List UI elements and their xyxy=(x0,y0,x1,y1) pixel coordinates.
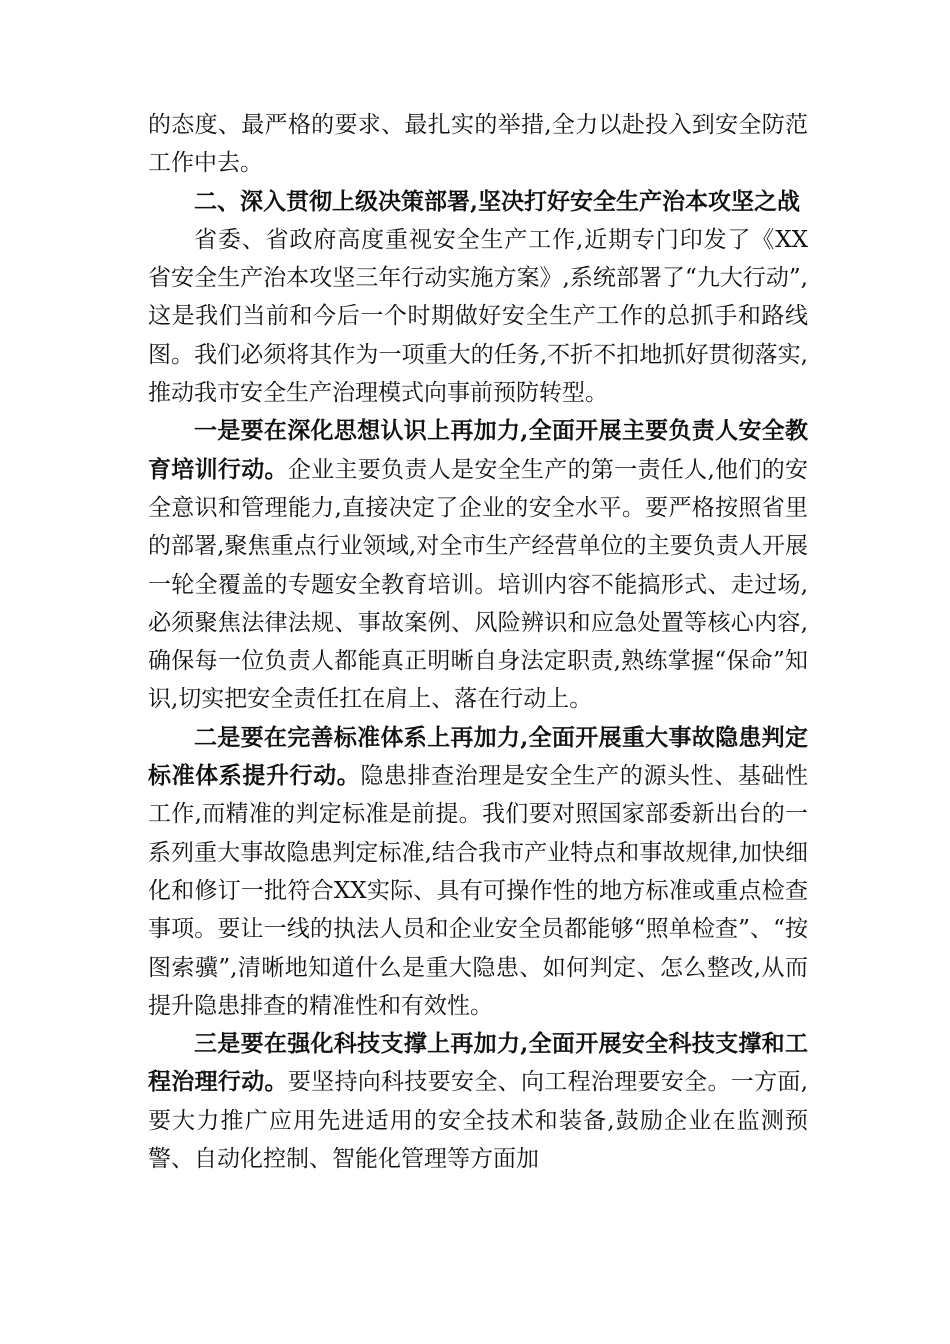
section-heading: 二、深入贯彻上级决策部署,坚决打好安全生产治本攻坚之战 xyxy=(194,187,801,215)
paragraph-intro: 省委、省政府高度重视安全生产工作,近期专门印发了《XX省安全生产治本攻坚三年行动实施方案》,系统部署了“九大行动”,这是我们当前和今后一个时期做好安全生产工作的总抓手和路线图。我们必须将其作为一项重大的任务,不折不扣地抓好贯彻落实,推动我市安全生产治理模式向事前预防转型。 xyxy=(148,226,808,407)
list-item-1-body: 企业主要负责人是安全生产的第一责任人,他们的安全意识和管理能力,直接决定了企业的安全水平。要严格按照省里的部署,聚焦重点行业领域,对全市生产经营单位的主要负责人开展一轮全覆盖的专题安全教育培训。培训内容不能搞形式、走过场,必须聚焦法律法规、事故案例、风险辨识和应急处置等核心内容,确保每一位负责人都能真正明晰自身法定职责,熟练掌握“保命”知识,切实把安全责任扛在肩上、落在行动上。 xyxy=(148,456,809,713)
list-item-1 xyxy=(148,412,808,718)
list-item-2 xyxy=(148,719,808,1025)
list-item-2-body: 隐患排查治理是安全生产的源头性、基础性工作,而精准的判定标准是前提。我们要对照国家部委新出台的一系列重大事故隐患判定标准,结合我市产业特点和事故规律,加快细化和修订一批符合XX实际、具有可操作性的地方标准或重点检查事项。要让一线的执法人员和企业安全员都能够“照单检查”、“按图索骥”,清晰地知道什么是重大隐患、如何判定、怎么整改,从而提升隐患排查的精准性和有效性。 xyxy=(148,763,809,1019)
list-item-1-lead: 一是要在深化思想认识上再加力,全面开展主要负责人安全教育培训行动。 xyxy=(148,417,808,483)
paragraph-continuation: 的态度、最严格的要求、最扎实的举措,全力以赴投入到安全防范工作中去。 xyxy=(148,112,808,177)
list-item-2-lead: 二是要在完善标准体系上再加力,全面开展重大事故隐患判定标准体系提升行动。 xyxy=(148,723,808,790)
document-body xyxy=(148,106,808,1178)
list-item-3-lead: 三是要在强化科技支撑上再加力,全面开展安全科技支撑和工程治理行动。 xyxy=(148,1030,808,1096)
list-item-3-body: 要坚持向科技要安全、向工程治理要安全。一方面,要大力推广应用先进适用的安全技术和装备,鼓励企业在监测预警、自动化控制、智能化管理等方面加 xyxy=(148,1069,809,1173)
list-item-3 xyxy=(148,1025,808,1178)
